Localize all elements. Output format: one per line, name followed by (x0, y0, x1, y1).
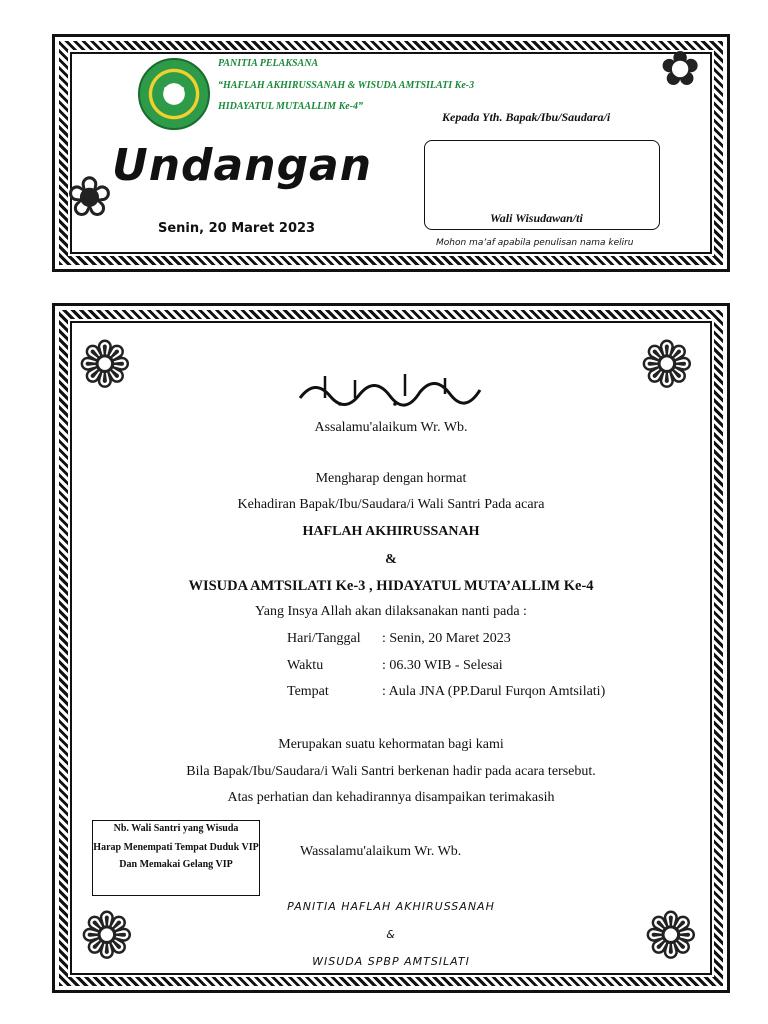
flower-ornament-icon: ❁ (80, 901, 134, 972)
detail-value-date: : Senin, 20 Maret 2023 (382, 631, 511, 646)
ampersand: & (385, 552, 397, 567)
flower-ornament-icon: ❀ (66, 167, 113, 229)
committee-label: PANITIA PELAKSANA (218, 58, 319, 69)
header-date: Senin, 20 Maret 2023 (158, 221, 316, 236)
signature-line-2: & (386, 928, 396, 941)
intro-text: Mengharap dengan hormat (315, 471, 467, 486)
signature-line-1: PANITIA HAFLAH AKHIRUSSANAH (287, 900, 495, 913)
flower-ornament-icon: ❁ (78, 330, 132, 401)
closing-2: Bila Bapak/Ibu/Saudara/i Wali Santri berkenan hadir pada acara tersebut. (186, 764, 596, 779)
note-line-2: Harap Menempati Tempat Duduk VIP (93, 842, 259, 853)
event-line-1: “HAFLAH AKHIRUSSANAH & WISUDA AMTSILATI Ke-3 (218, 80, 475, 91)
vip-note-box (92, 820, 260, 896)
flower-ornament-icon: ❁ (640, 330, 694, 401)
invite-line: Kehadiran Bapak/Ibu/Saudara/i Wali Santri Pada acara (237, 497, 545, 512)
recipient-role: Wali Wisudawan/ti (490, 211, 583, 225)
greeting: Assalamu'alaikum Wr. Wb. (314, 420, 468, 435)
closing-1: Merupakan suatu kehormatan bagi kami (278, 737, 504, 752)
event-name-2: WISUDA AMTSILATI Ke-3 , HIDAYATUL MUTA’ALLIM Ke-4 (188, 578, 594, 594)
recipient-label: Kepada Yth. Bapak/Ibu/Saudara/i (442, 110, 611, 124)
closing-3: Atas perhatian dan kehadirannya disampaikan terimakasih (227, 790, 555, 805)
page-title: Undangan (112, 140, 373, 191)
signature-line-3: WISUDA SPBP AMTSILATI (312, 955, 470, 968)
detail-value-place: : Aula JNA (PP.Darul Furqon Amtsilati) (382, 684, 606, 699)
event-line-2: HIDAYATUL MUTAALLIM Ke-4” (218, 101, 364, 112)
detail-label-date: Hari/Tanggal (287, 631, 361, 646)
detail-label-time: Waktu (287, 658, 324, 673)
bismillah-calligraphy-icon (295, 368, 485, 408)
detail-value-time: : 06.30 WIB - Selesai (382, 658, 503, 673)
flower-ornament-icon: ✿ (660, 43, 701, 96)
school-logo: SPBP (138, 58, 210, 130)
detail-label-place: Tempat (287, 684, 329, 699)
note-line-3: Dan Memakai Gelang VIP (119, 859, 233, 870)
schedule-intro: Yang Insya Allah akan dilaksanakan nanti pada : (255, 604, 527, 619)
farewell: Wassalamu'alaikum Wr. Wb. (300, 844, 462, 859)
flower-ornament-icon: ❁ (644, 901, 698, 972)
event-name: HAFLAH AKHIRUSSANAH (302, 524, 480, 539)
apology-note: Mohon ma’af apabila penulisan nama keliru (436, 238, 634, 248)
note-line-1: Nb. Wali Santri yang Wisuda (113, 823, 239, 834)
